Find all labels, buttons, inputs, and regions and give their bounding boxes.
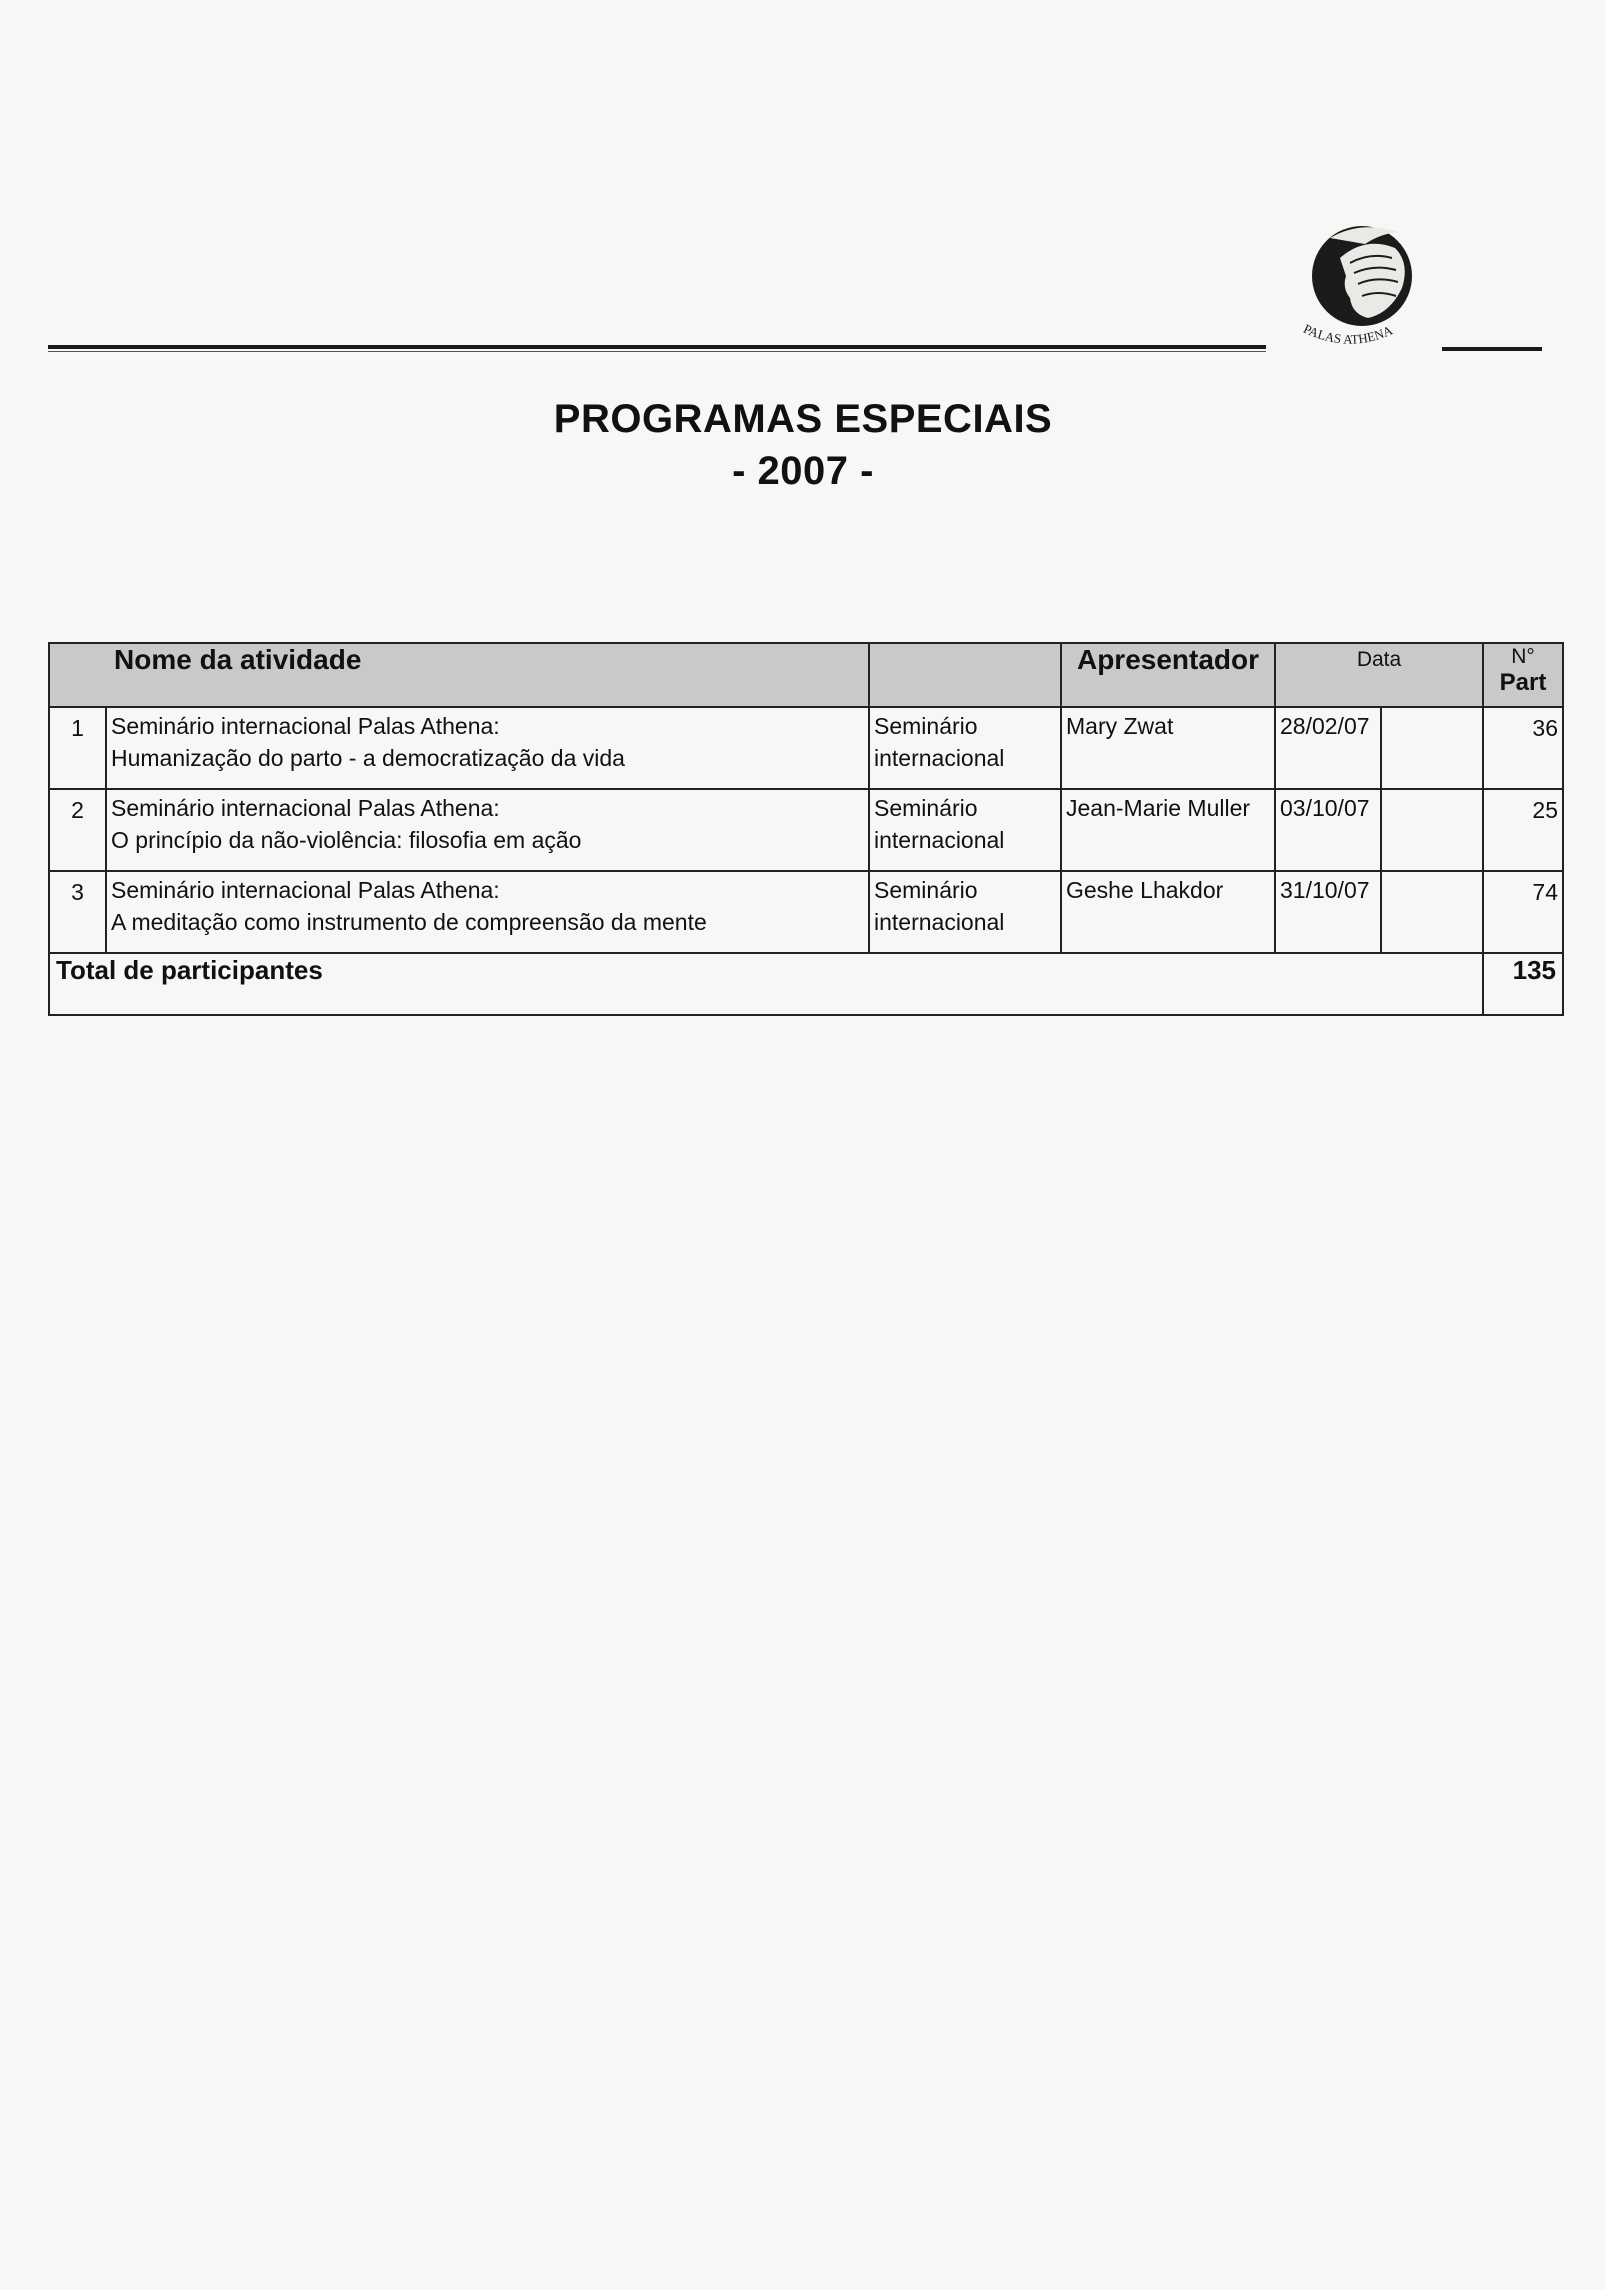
activity-line-1: Seminário internacional Palas Athena: (111, 713, 500, 739)
presenter: Jean-Marie Muller (1061, 789, 1275, 871)
total-row (49, 953, 1563, 1015)
row-number: 3 (49, 871, 106, 953)
activity-type-line-2: internacional (874, 745, 1005, 771)
activity-line-2: A meditação como instrumento de compreensão da mente (111, 909, 707, 935)
activity-type (869, 789, 1061, 871)
header-rule-thin (48, 351, 1266, 352)
header-rule-right (1442, 347, 1542, 351)
activity-type-line-2: internacional (874, 827, 1005, 853)
activity-type-line-1: Seminário (874, 877, 978, 903)
activity-type (869, 871, 1061, 953)
header-type (869, 643, 1061, 707)
header-activity: Nome da atividade (49, 643, 869, 707)
row-number: 2 (49, 789, 106, 871)
svg-text:PALAS ATHENA (1301, 321, 1395, 347)
activity-line-2: Humanização do parto - a democratização da vida (111, 745, 625, 771)
activities-table (48, 642, 1564, 1016)
activity-type (869, 707, 1061, 789)
table-row (49, 871, 1563, 953)
page-title: PROGRAMAS ESPECIAIS (553, 397, 1053, 441)
activity-type-line-2: internacional (874, 909, 1005, 935)
date: 03/10/07 (1275, 789, 1381, 871)
header-date: Data (1275, 643, 1483, 707)
participants: 25 (1483, 789, 1563, 871)
header-participants (1483, 643, 1563, 707)
page-year: - 2007 - (732, 449, 874, 493)
presenter: Geshe Lhakdor (1061, 871, 1275, 953)
presenter: Mary Zwat (1061, 707, 1275, 789)
date: 28/02/07 (1275, 707, 1381, 789)
total-label: Total de participantes (49, 953, 1483, 1015)
activity-type-line-1: Seminário (874, 795, 978, 821)
athena-helmet-logo (1270, 218, 1450, 368)
activity-line-1: Seminário internacional Palas Athena: (111, 795, 500, 821)
table-row (49, 789, 1563, 871)
activity-name (106, 871, 869, 953)
header-participants-bottom: Part (1499, 669, 1547, 696)
header-rule (48, 345, 1266, 349)
activity-type-line-1: Seminário (874, 713, 978, 739)
empty-cell (1381, 871, 1483, 953)
empty-cell (1381, 707, 1483, 789)
activity-line-2: O princípio da não-violência: filosofia em ação (111, 827, 582, 853)
activity-name (106, 707, 869, 789)
table-header-row (49, 643, 1563, 707)
row-number: 1 (49, 707, 106, 789)
total-value: 135 (1483, 953, 1563, 1015)
logo-caption: PALAS ATHENA (1301, 320, 1395, 347)
table-row (49, 707, 1563, 789)
date: 31/10/07 (1275, 871, 1381, 953)
activity-name (106, 789, 869, 871)
activity-line-1: Seminário internacional Palas Athena: (111, 877, 500, 903)
participants: 74 (1483, 871, 1563, 953)
empty-cell (1381, 789, 1483, 871)
participants: 36 (1483, 707, 1563, 789)
header-participants-top: N° (1511, 645, 1535, 668)
header-presenter: Apresentador (1061, 643, 1275, 707)
